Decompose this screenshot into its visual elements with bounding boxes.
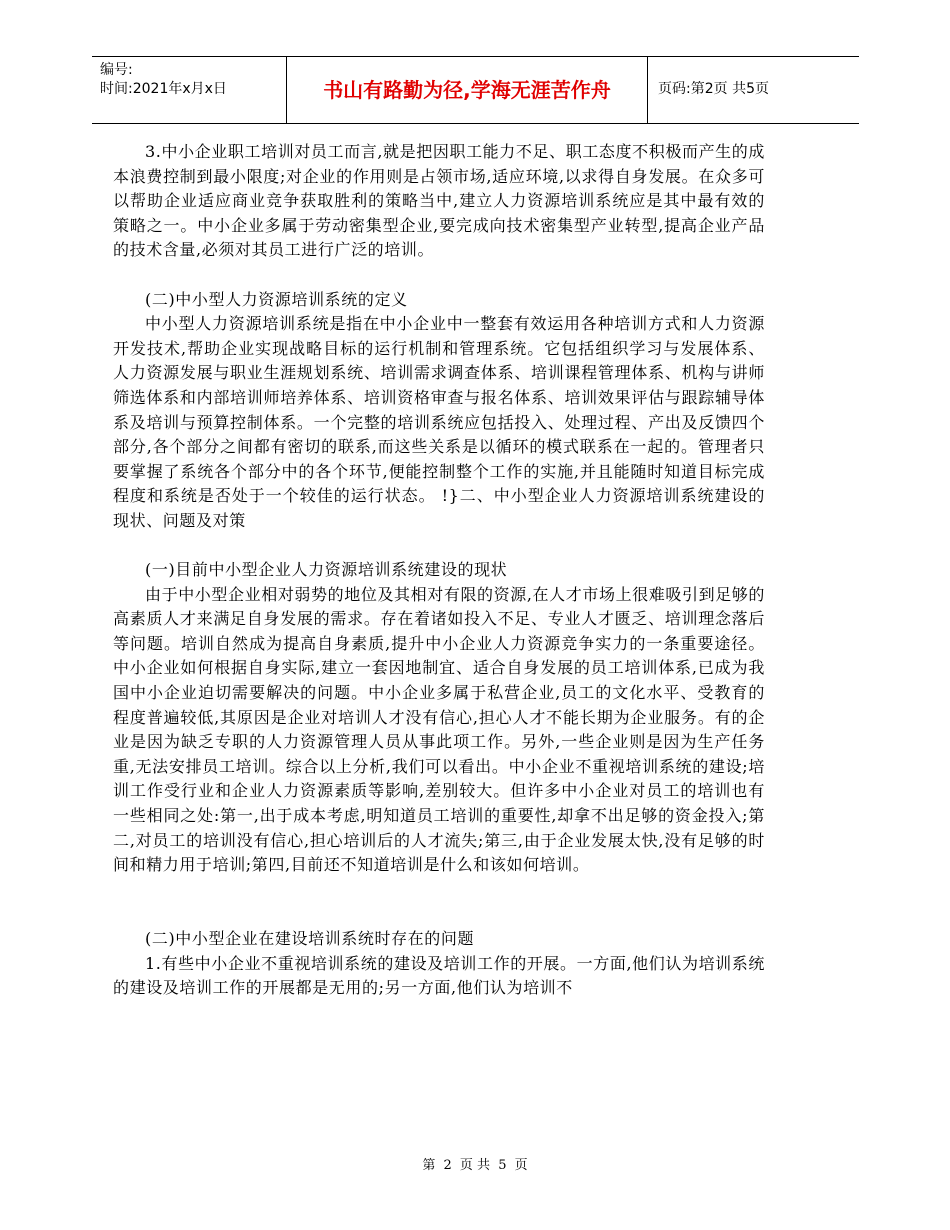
paragraph: 3.中小企业职工培训对员工而言,就是把因职工能力不足、职工态度不积极而产生的成本浪费控制到最小限度;对企业的作用则是占领市场,适应环境,以求得自身发展。在众多可以帮助企业适应商业竞争获取胜利的策略当中,建立人力资源培训系统应是其中最有效的策略之一。中小企业多属于劳动密集型企业,要完成向技术密集型产业转型,提高企业产品的技术含量,必须对其员工进行广泛的培训。 xyxy=(113,142,765,260)
footer-prefix: 第 xyxy=(422,1158,436,1173)
paragraph: 中小型人力资源培训系统是指在中小企业中一整套有效运用各种培训方式和人力资源开发技术,帮助企业实现战略目标的运行机制和管理系统。它包括组织学习与发展体系、人力资源发展与职业生涯规划系统、培训需求调查体系、培训课程管理体系、机构与讲师筛选体系和内部培训师培养体系、培训资格审查与报名体系、培训效果评估与跟踪辅导体系及培训与预算控制体系。一个完整的培训系统应包括投入、处理过程、产出及反馈四个部分,各个部分之间都有密切的联系,而这些关系是以循环的模式联系在一起的。管理者只要掌握了系统各个部分中的各个环节,便能控制整个工作的实施,并且能随时知道目标完成程度和系统是否处于一个较佳的运行状态。 !}二、中小型企业人力资源培训系统建设的现状、问题及对策 xyxy=(113,314,765,530)
serial-label: 编号: xyxy=(100,62,133,78)
paragraph: 1.有些中小企业不重视培训系统的建设及培训工作的开展。一方面,他们认为培训系统的建设及培训工作的开展都是无用的;另一方面,他们认为培训不 xyxy=(113,953,765,998)
footer-mid: 页 共 xyxy=(459,1158,491,1173)
footer-page-number: 2 xyxy=(443,1158,452,1173)
section-heading: (二)中小型人力资源培训系统的定义 xyxy=(145,289,408,309)
paragraph: 由于中小型企业相对弱势的地位及其相对有限的资源,在人才市场上很难吸引到足够的高素质人才来满足自身发展的需求。存在着诸如投入不足、专业人才匮乏、培训理念落后等问题。培训自然成为提高自身素质,提升中小企业人力资源竞争实力的一条重要途径。中小企业如何根据自身实际,建立一套因地制宜、适合自身发展的员工培训体系,已成为我国中小企业迫切需要解决的问题。中小企业多属于私营企业,员工的文化水平、受教育的程度普遍较低,其原因是企业对培训人才没有信心,担心人才不能长期为企业服务。有的企业是因为缺乏专职的人力资源管理人员从事此项工作。另外,一些企业则是因为生产任务重,无法安排员工培训。综合以上分析,我们可以看出。中小企业不重视培训系统的建设;培训工作受行业和企业人力资源素质等影响,差别较大。但许多中小企业对员工的培训也有一些相同之处:第一,出于成本考虑,明知道员工培训的重要性,却拿不出足够的资金投入;第二,对员工的培训没有信心,担心培训后的人才流失;第三,由于企业发展太快,没有足够的时间和精力用于培训;第四,目前还不知道培训是什么和该如何培训。 xyxy=(113,584,765,875)
header-meta xyxy=(100,61,227,99)
section-heading: (二)中小型企业在建设培训系统时存在的问题 xyxy=(145,929,475,948)
header-motto: 书山有路勤为径,学海无涯苦作舟 xyxy=(323,78,611,102)
footer-total-pages: 5 xyxy=(498,1158,507,1173)
time-label: 时间:2021年x月x日 xyxy=(100,81,227,97)
page-footer xyxy=(0,1157,950,1175)
header-page-info: 页码:第2页 共5页 xyxy=(658,81,769,97)
section-heading: (一)目前中小型企业人力资源培训系统建设的现状 xyxy=(145,560,508,580)
header-divider xyxy=(647,57,648,123)
document-body xyxy=(113,140,765,1001)
footer-suffix: 页 xyxy=(514,1158,528,1173)
page-header xyxy=(92,56,859,124)
